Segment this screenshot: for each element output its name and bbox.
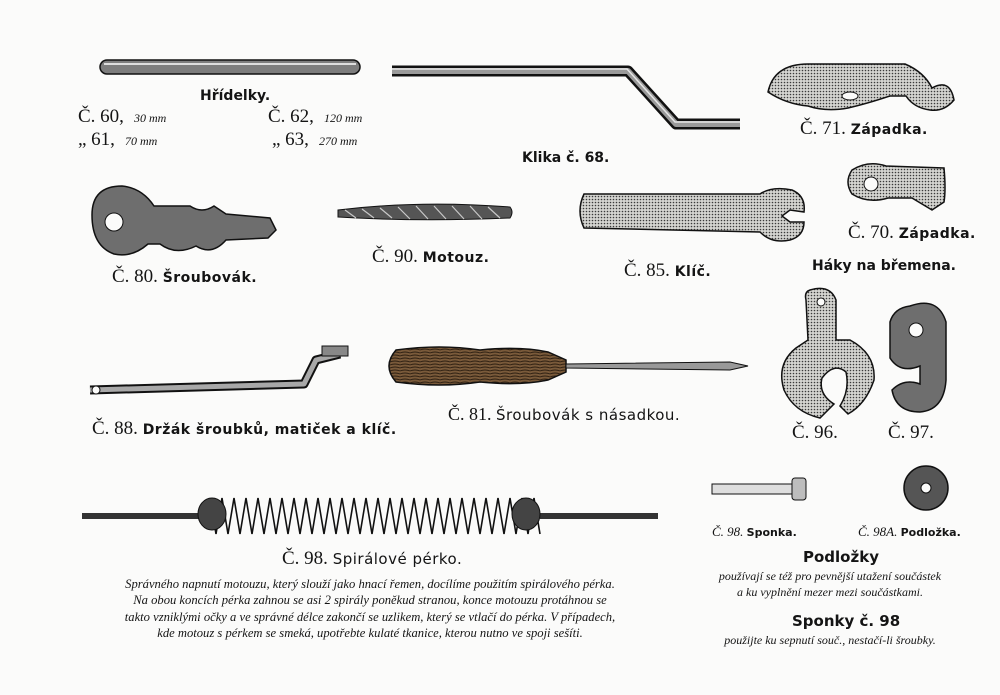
shaft-60-no: Č. 60, (78, 106, 124, 127)
cord-90-label (372, 246, 489, 268)
shaft-63-size: 270 mm (318, 134, 358, 148)
screwdriver-81-label (448, 404, 680, 425)
crank-label: Klika č. 68. (522, 150, 610, 166)
shaft-61-size: 70 mm (124, 134, 158, 148)
spring-98-label (282, 548, 462, 570)
cord-90-name: Motouz. (422, 250, 490, 266)
spring-98-text-line-3: takto vzniklými očky a ve správné délce zakončí se uzlikem, který se vtlačí do pérka. V případech, (124, 609, 616, 624)
pins-title: Sponky č. 98 (792, 612, 901, 630)
screwdriver-80-no: Č. 80. (112, 266, 158, 287)
latch-70-no: Č. 70. (848, 222, 894, 243)
shaft-61-no: „ 61, (78, 129, 115, 150)
spring-98-illustration (82, 498, 658, 534)
screwdriver-81-illustration (389, 347, 748, 385)
spring-98-text-line-2: Na obou koncích pérka zahnou se asi 2 spirály poněkud stranou, konce motouzu protáhnou se (133, 593, 607, 608)
shaft-63-label (272, 129, 357, 151)
shaft-60-label (78, 106, 166, 128)
shaft-62-label (268, 106, 362, 128)
key-85-no: Č. 85. (624, 260, 670, 281)
pin-98-label (712, 524, 797, 540)
shaft-62-no: Č. 62, (268, 106, 314, 127)
spring-98-description (50, 576, 690, 641)
holder-88-illustration (90, 346, 348, 394)
crank-illustration (392, 69, 740, 124)
hook-97-label: Č. 97. (888, 422, 934, 443)
washers-description (680, 568, 980, 601)
latch-71-label (800, 118, 928, 140)
shaft-illustration (100, 60, 360, 74)
key-85-label (624, 260, 711, 282)
hooks-title: Háky na břemena. (812, 258, 956, 274)
latch-71-illustration (768, 64, 954, 110)
latch-71-name: Západka. (850, 122, 928, 138)
washers-title: Podložky (803, 548, 879, 566)
washer-98a-label (858, 524, 961, 540)
washers-text-line-2: a ku vyplnění mezer mezi součástkami. (737, 585, 923, 600)
holder-88-label (92, 418, 397, 440)
washer-98a-illustration (904, 466, 948, 510)
screwdriver-81-name: Šroubovák s násadkou. (496, 406, 681, 424)
latch-70-name: Západka. (898, 226, 976, 242)
shaft-62-size: 120 mm (323, 111, 363, 125)
spring-98-no: Č. 98. (282, 548, 328, 569)
cord-90-no: Č. 90. (372, 246, 418, 267)
shafts-title: Hřídelky. (200, 88, 271, 104)
spring-98-text-line-1: Správného napnutí motouzu, který slouží jako hnací řemen, docílíme použitím spirálového pérka. (125, 577, 615, 591)
washers-text-line-1: používají se též pro pevnější utažení součástek (718, 569, 942, 583)
cord-90-illustration (338, 204, 512, 220)
latch-70-label (848, 222, 976, 244)
key-85-illustration (580, 189, 804, 241)
latch-71-no: Č. 71. (800, 118, 846, 139)
hook-96-label: Č. 96. (792, 422, 838, 443)
screwdriver-80-name: Šroubovák. (162, 270, 258, 286)
screwdriver-80-label (112, 266, 257, 288)
spring-98-name: Spirálové pérko. (332, 550, 463, 568)
holder-88-no: Č. 88. (92, 418, 138, 439)
washer-98a-name: Podložka. (900, 526, 961, 539)
pin-98-illustration (712, 478, 806, 500)
pin-98-no: Č. 98. (712, 524, 744, 539)
spring-98-text-line-4: kde motouz s pérkem se smeká, upotřebte kulaté tkanice, kterou nutno ve spoji sešíti. (157, 625, 583, 640)
hook-97-illustration (890, 303, 946, 412)
screwdriver-81-no: Č. 81. (448, 404, 492, 424)
key-85-name: Klíč. (674, 264, 712, 280)
holder-88-name: Držák šroubků, matiček a klíč. (142, 422, 397, 438)
screwdriver-80-illustration (92, 186, 276, 255)
pins-description: použijte ku sepnutí souč., nestačí-li šroubky. (724, 633, 936, 647)
washer-98a-no: Č. 98A. (858, 524, 898, 539)
latch-70-illustration (848, 164, 945, 210)
shaft-60-size: 30 mm (133, 111, 167, 125)
shaft-61-label (78, 129, 157, 151)
hook-96-illustration (782, 288, 874, 418)
shaft-63-no: „ 63, (272, 129, 309, 150)
pin-98-name: Sponka. (746, 526, 797, 539)
